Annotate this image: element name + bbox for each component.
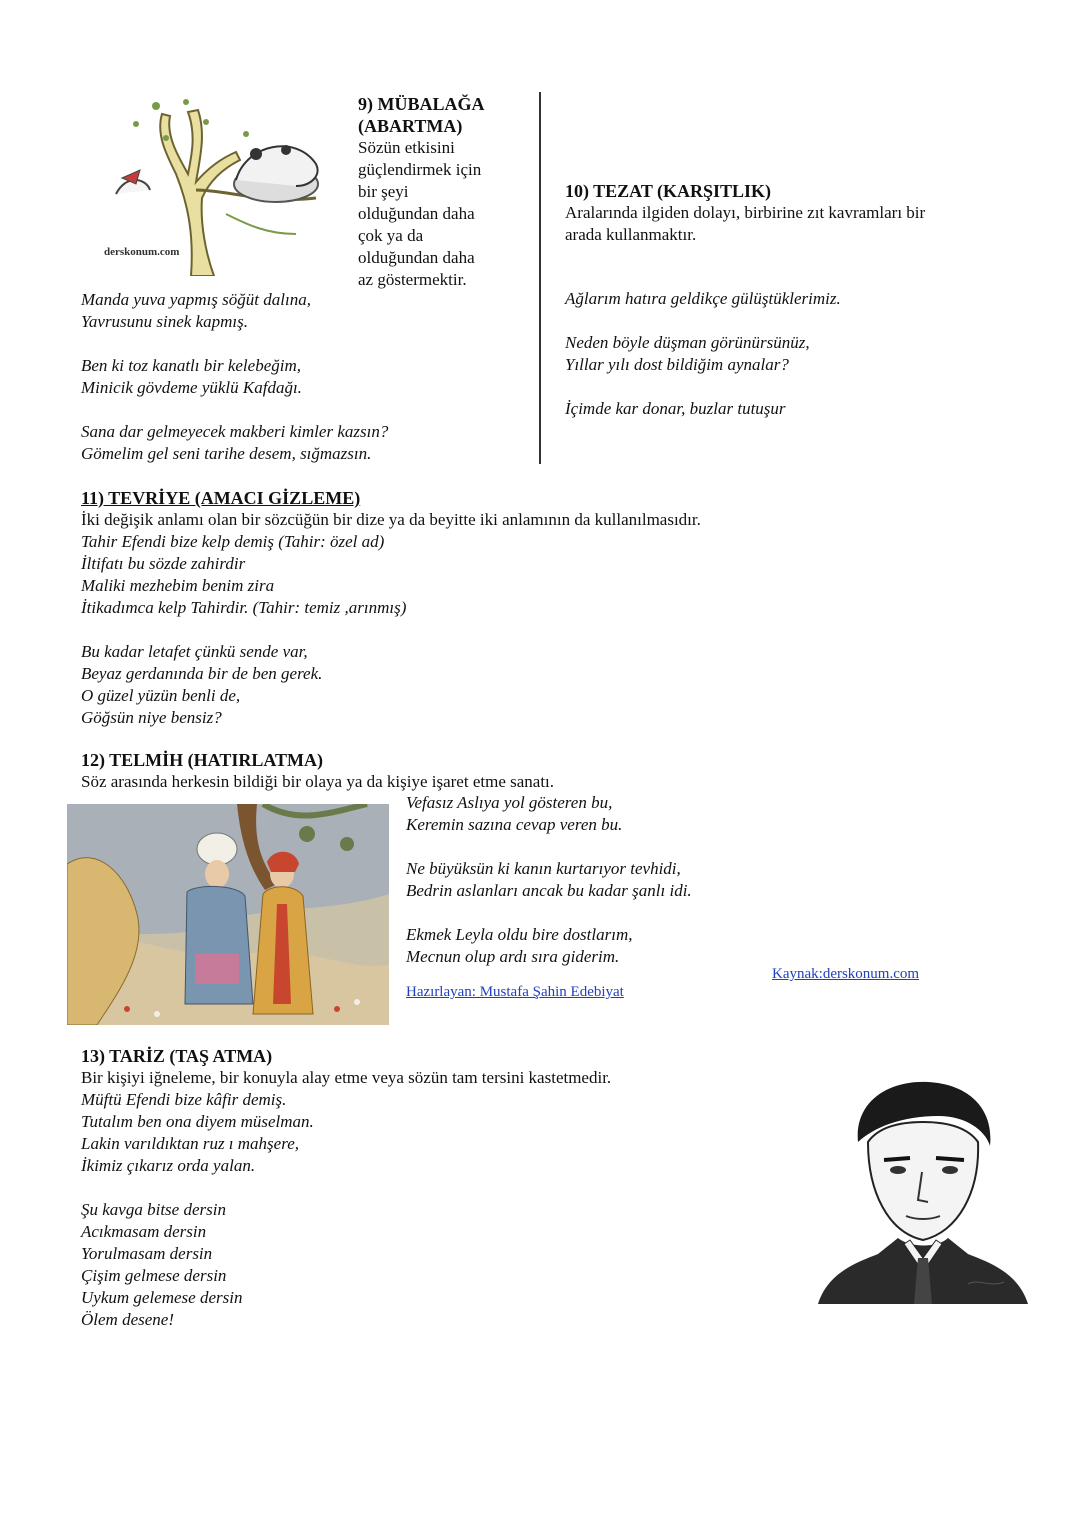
s9-def-line: güçlendirmek için — [358, 160, 482, 179]
s9-examples — [81, 289, 388, 465]
s10-def-line: Aralarında ilgiden dolayı, birbirine zıt kavramları bir — [565, 203, 926, 222]
s12-example-line: Ekmek Leyla oldu bire dostlarım, — [406, 925, 633, 944]
s12-example-line: Mecnun olup ardı sıra giderim. — [406, 947, 620, 966]
s13-definition: Bir kişiyi iğneleme, bir konuyla alay etme veya sözün tam tersini kastetmedir. — [81, 1068, 612, 1087]
s13-example-line: Ölem desene! — [81, 1310, 174, 1329]
s10-def-line: arada kullanmaktır. — [565, 225, 697, 244]
s9-example-line: Minicik gövdeme yüklü Kafdağı. — [81, 378, 302, 397]
s11-example-line: Tahir Efendi bize kelp demiş (Tahir: özel ad) — [81, 532, 385, 551]
s12-definition: Söz arasında herkesin bildiği bir olaya ya da kişiye işaret etme sanatı. — [81, 772, 555, 791]
s11-block — [81, 487, 701, 729]
s13-example-line: Acıkmasam dersin — [81, 1222, 207, 1241]
s12-examples — [406, 792, 692, 968]
miniature-painting — [67, 804, 389, 1025]
s13-block — [81, 1045, 611, 1331]
s12-title: 12) TELMİH (HATIRLATMA) — [81, 750, 324, 770]
s11-example-line: Göğsün niye bensiz? — [81, 708, 222, 727]
s9-def-line: bir şeyi — [358, 182, 409, 201]
tree-caption: derskonum.com — [104, 246, 180, 258]
s12-example-line: Bedrin aslanları ancak bu kadar şanlı idi. — [406, 881, 692, 900]
tree-illustration — [96, 94, 336, 276]
s11-example-line: Beyaz gerdanında bir de ben gerek. — [81, 664, 323, 683]
s9-example-line: Sana dar gelmeyecek makberi kimler kazsın? — [81, 422, 389, 441]
s9-def-line: az göstermektir. — [358, 270, 467, 289]
portrait-sketch — [818, 1072, 1028, 1304]
s9-def-line: Sözün etkisini — [358, 138, 455, 157]
s9-title-line: 9) MÜBALAĞA — [358, 94, 485, 114]
s10-title: 10) TEZAT (KARŞITLIK) — [565, 181, 772, 201]
s13-example-line: İkimiz çıkarız orda yalan. — [81, 1156, 256, 1175]
s10-example-line: İçimde kar donar, buzlar tutuşur — [565, 399, 786, 418]
s13-example-line: Uykum gelemese dersin — [81, 1288, 243, 1307]
s11-title: 11) TEVRİYE (AMACI GİZLEME) — [81, 488, 361, 508]
s9-def-line: çok ya da — [358, 226, 424, 245]
s13-example-line: Çişim gelmese dersin — [81, 1266, 227, 1285]
s9-definition — [358, 137, 481, 291]
s12-header — [81, 749, 554, 793]
s13-title: 13) TARİZ (TAŞ ATMA) — [81, 1046, 273, 1066]
s9-title-line: (ABARTMA) — [358, 116, 463, 136]
s10-example-line: Yıllar yılı dost bildiğim aynalar? — [565, 355, 789, 374]
s11-example-line: Maliki mezhebim benim zira — [81, 576, 275, 595]
s13-example-line: Tutalım ben ona diyem müselman. — [81, 1112, 314, 1131]
s9-example-line: Ben ki toz kanatlı bir kelebeğim, — [81, 356, 301, 375]
s12-example-line: Vefasız Aslıya yol gösteren bu, — [406, 793, 613, 812]
s10-example-line: Neden böyle düşman görünürsünüz, — [565, 333, 810, 352]
column-divider — [539, 92, 541, 464]
s9-example-line: Yavrusunu sinek kapmış. — [81, 312, 249, 331]
s13-example-line: Yorulmasam dersin — [81, 1244, 213, 1263]
s9-title — [358, 93, 485, 137]
s10-example-line: Ağlarım hatıra geldikçe gülüştüklerimiz. — [565, 289, 841, 308]
s11-example-line: O güzel yüzün benli de, — [81, 686, 241, 705]
s10-block — [565, 180, 925, 420]
source-link[interactable]: Kaynak:derskonum.com — [772, 966, 920, 982]
author-link[interactable]: Hazırlayan: Mustafa Şahin Edebiyat — [406, 984, 624, 1000]
s9-def-line: olduğundan daha — [358, 248, 475, 267]
s13-example-line: Lakin varıldıktan ruz ı mahşere, — [81, 1134, 299, 1153]
s12-example-line: Ne büyüksün ki kanın kurtarıyor tevhidi, — [406, 859, 681, 878]
s11-example-line: İtikadımca kelp Tahirdir. (Tahir: temiz ,arınmış) — [81, 598, 407, 617]
s9-def-line: olduğundan daha — [358, 204, 475, 223]
s11-example-line: İltifatı bu sözde zahirdir — [81, 554, 246, 573]
s11-definition: İki değişik anlamı olan bir sözcüğün bir dize ya da beyitte iki anlamının da kullanılmasıdır. — [81, 510, 701, 529]
s11-example-line: Bu kadar letafet çünkü sende var, — [81, 642, 308, 661]
s13-example-line: Şu kavga bitse dersin — [81, 1200, 226, 1219]
s12-example-line: Keremin sazına cevap veren bu. — [406, 815, 623, 834]
s9-example-line: Gömelim gel seni tarihe desem, sığmazsın. — [81, 444, 372, 463]
s9-example-line: Manda yuva yapmış söğüt dalına, — [81, 290, 311, 309]
s13-example-line: Müftü Efendi bize kâfir demiş. — [81, 1090, 287, 1109]
